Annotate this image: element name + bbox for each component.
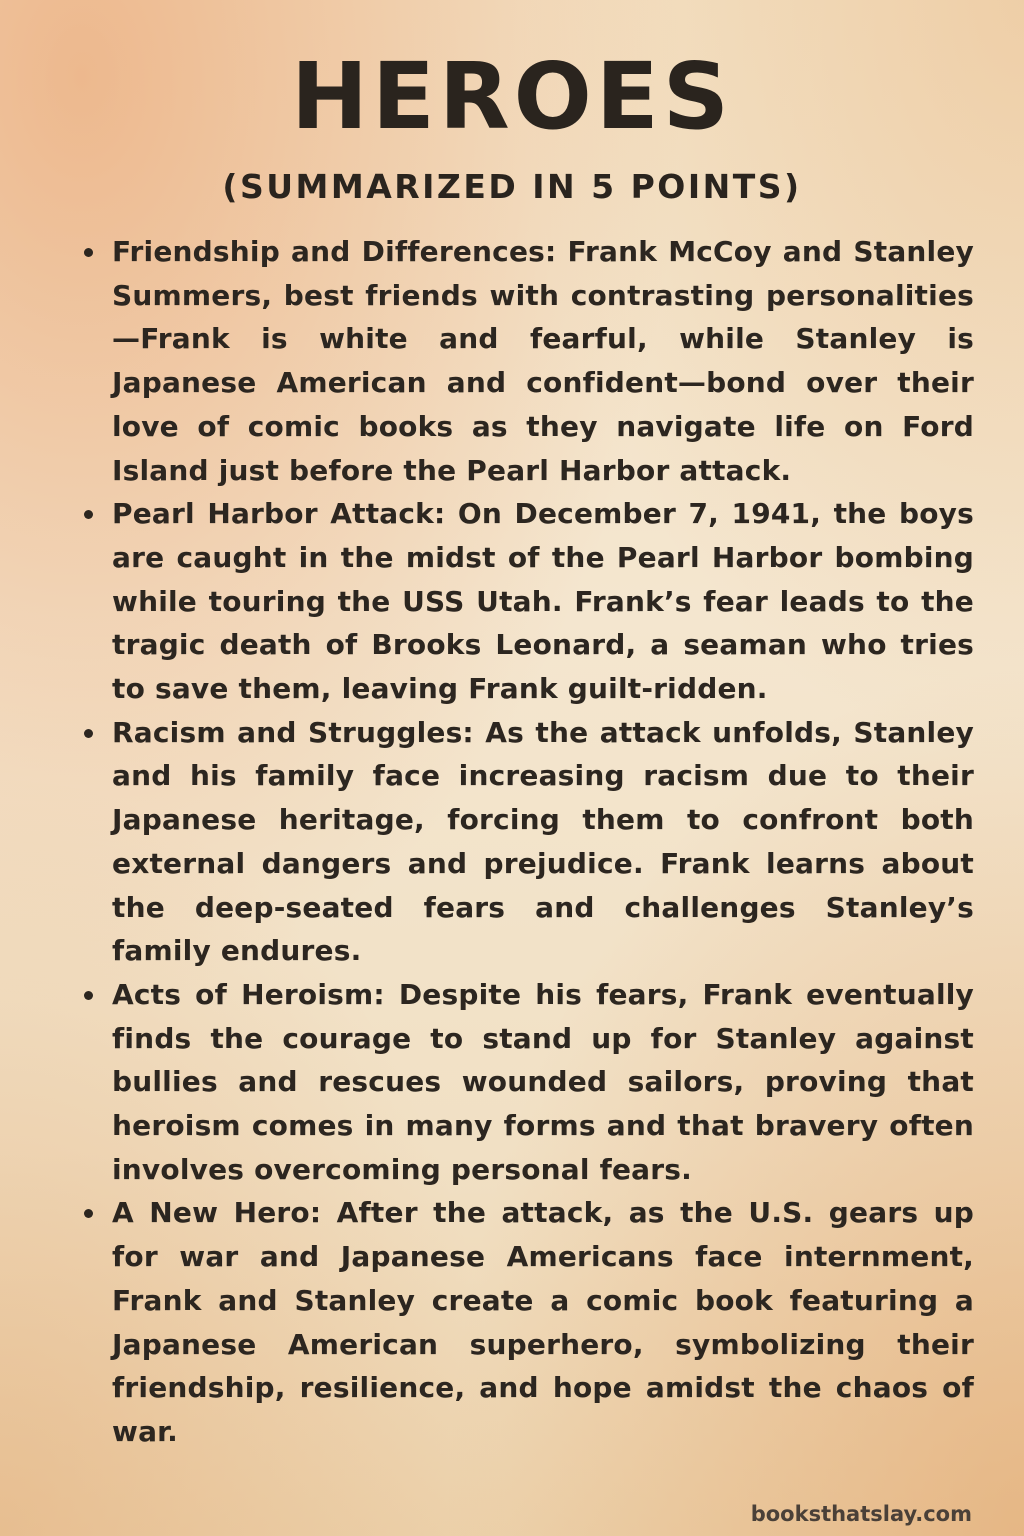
- summary-point-1: [80, 230, 974, 492]
- bullet-icon: [84, 248, 93, 257]
- bullet-icon: [84, 991, 93, 1000]
- summary-point-text: Acts of Heroism: Despite his fears, Frank eventually finds the courage to stand up for Stanley against bullies and rescues wounded sailors, proving that heroism comes in many forms and that bravery often involves overcoming personal fears.: [112, 977, 974, 1186]
- summary-point-5: [80, 1191, 974, 1453]
- summary-point-2: [80, 492, 974, 711]
- page-title: HEROES: [291, 43, 733, 150]
- page-subtitle: (SUMMARIZED IN 5 POINTS): [222, 167, 802, 206]
- summary-point-text: Pearl Harbor Attack: On December 7, 1941, the boys are caught in the midst of the Pearl Harbor bombing while touring the USS Utah. Frank’s fear leads to the tragic death of Brooks Leonard, a seaman who tries to save them, leaving Frank guilt-ridden.: [112, 497, 974, 706]
- summary-point-text: Racism and Struggles: As the attack unfolds, Stanley and his family face increasing racism due to their Japanese heritage, forcing them to confront both external dangers and prejudice. Frank learns about the deep-seated fears and challenges Stanley’s family endures.: [112, 715, 974, 968]
- summary-points-list: [80, 230, 974, 1454]
- summary-point-3: [80, 711, 974, 973]
- bullet-icon: [84, 510, 93, 519]
- summary-point-text: A New Hero: After the attack, as the U.S. gears up for war and Japanese Americans face internment, Frank and Stanley create a comic book featuring a Japanese American superhero, symbolizing their friendship, resilience, and hope amidst the chaos of war.: [112, 1196, 974, 1448]
- summary-point-text: Friendship and Differences: Frank McCoy and Stanley Summers, best friends with contrasting personalities—Frank is white and fearful, while Stanley is Japanese American and confident—bond over their love of comic books as they navigate life on Ford Island just before the Pearl Harbor attack.: [112, 235, 974, 487]
- summary-point-4: [80, 973, 974, 1192]
- bullet-icon: [84, 729, 93, 738]
- bullet-icon: [84, 1209, 93, 1218]
- site-watermark: booksthatslay.com: [750, 1502, 972, 1526]
